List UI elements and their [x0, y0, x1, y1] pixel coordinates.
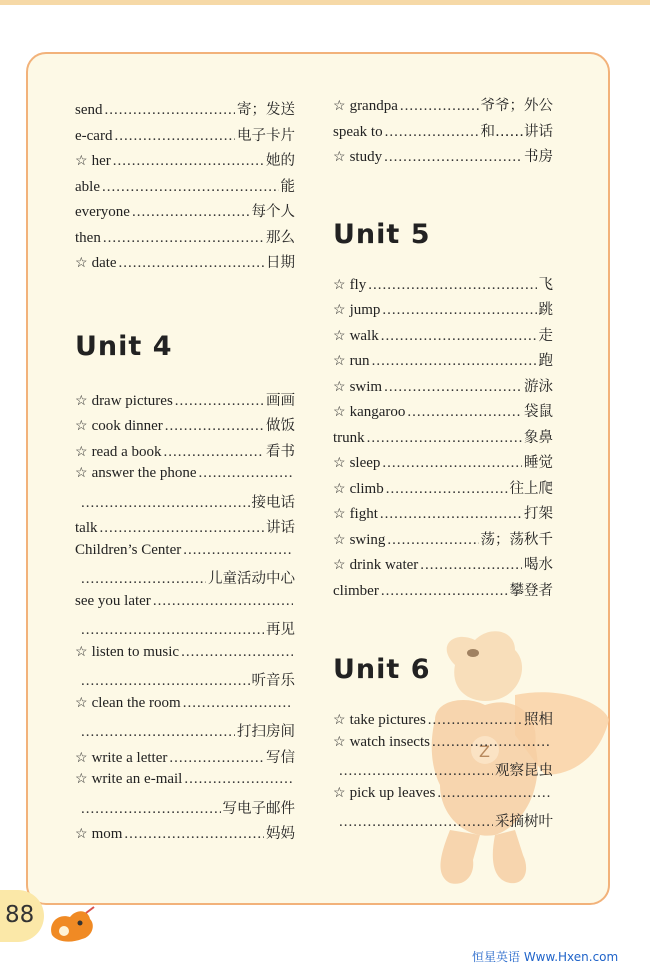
leader-dots: [385, 124, 479, 141]
english-word: walk: [349, 327, 379, 344]
leader-dots: [181, 644, 293, 661]
vocab-entry: [75, 771, 295, 797]
chinese-meaning: 妈妈: [266, 826, 295, 842]
english-word: pick up leaves: [349, 784, 436, 801]
star-icon: ☆: [333, 558, 346, 573]
english-word: watch insects: [349, 733, 430, 750]
chinese-meaning: 电子卡片: [237, 127, 295, 144]
chinese-meaning: 飞: [538, 276, 553, 293]
english-word: study: [349, 149, 383, 165]
chinese-meaning: 袋鼠: [524, 404, 553, 420]
section-spacer: [333, 255, 553, 273]
leader-dots: [386, 481, 508, 498]
section-spacer: [75, 277, 295, 327]
vocab-entry: [333, 324, 553, 350]
leader-dots: [381, 583, 508, 600]
leader-dots: [400, 98, 479, 115]
star-icon: ☆: [333, 150, 346, 165]
right-column: [333, 94, 553, 836]
star-icon: ☆: [333, 405, 346, 420]
vocab-entry: [75, 746, 295, 772]
star-icon: ☆: [75, 444, 88, 460]
star-icon: ☆: [333, 713, 346, 728]
chinese-meaning: 日期: [266, 255, 295, 271]
star-icon: ☆: [75, 772, 88, 787]
english-word: trunk: [333, 429, 365, 446]
leader-dots: [183, 695, 293, 712]
star-icon: ☆: [75, 466, 88, 481]
leader-dots: [81, 495, 250, 512]
vocab-entry: [75, 465, 295, 491]
vocab-entry: [75, 618, 295, 644]
english-word: fight: [349, 506, 378, 522]
english-word: her: [91, 153, 111, 169]
unit-heading: Unit 4: [75, 330, 173, 362]
vocab-entry: [333, 553, 553, 579]
vocab-entry: [75, 124, 295, 150]
english-word: listen to music: [91, 643, 180, 660]
star-icon: ☆: [75, 827, 88, 842]
leader-dots: [169, 750, 264, 767]
chinese-meaning: 写信: [266, 749, 295, 766]
leader-dots: [380, 506, 522, 523]
english-word: clean the room: [91, 694, 181, 711]
english-word: swim: [349, 378, 383, 395]
vocab-entry: [75, 797, 295, 823]
leader-dots: [199, 465, 293, 482]
star-icon: ☆: [75, 695, 88, 711]
unit-heading: Unit 5: [333, 218, 431, 250]
vocab-entry: [75, 440, 295, 466]
leader-dots: [367, 430, 522, 447]
star-icon: ☆: [333, 456, 346, 471]
vocab-entry: [333, 579, 553, 605]
star-icon: ☆: [75, 419, 88, 434]
vocab-entry: [333, 708, 553, 734]
leader-dots: [102, 179, 279, 196]
chinese-meaning: 听音乐: [251, 673, 295, 689]
english-word: climb: [349, 480, 384, 497]
english-word: kangaroo: [349, 404, 406, 420]
leader-dots: [432, 734, 551, 751]
star-icon: ☆: [75, 750, 88, 766]
vocab-entry: [333, 426, 553, 452]
vocab-entry: [333, 810, 553, 836]
chinese-meaning: 再见: [266, 622, 295, 638]
vocab-entry: [75, 175, 295, 201]
vocab-entry: [333, 298, 553, 324]
leader-dots: [382, 455, 522, 472]
leader-dots: [384, 149, 522, 166]
vocab-entry: [333, 349, 553, 375]
vocab-entry: [333, 734, 553, 760]
leader-dots: [175, 393, 264, 410]
vocab-entry: [333, 451, 553, 477]
vocab-entry: [333, 477, 553, 503]
section-spacer: [333, 604, 553, 650]
english-word: speak to: [333, 123, 383, 140]
leader-dots: [103, 230, 264, 247]
english-word: talk: [75, 520, 98, 536]
leader-dots: [437, 785, 551, 802]
vocab-entry: [75, 414, 295, 440]
section-spacer: [75, 367, 295, 389]
english-word: see you later: [75, 592, 151, 609]
vocab-entry: [75, 389, 295, 415]
vocab-entry: [75, 149, 295, 175]
chinese-meaning: 爷爷；外公: [480, 98, 553, 114]
chinese-meaning: 看书: [266, 443, 295, 460]
star-icon: ☆: [333, 277, 346, 293]
english-word: Children’s Center: [75, 541, 182, 558]
leader-dots: [105, 102, 236, 119]
unit-heading: Unit 6: [333, 654, 431, 685]
svg-text:Z: Z: [479, 742, 490, 761]
vocab-entry: [333, 502, 553, 528]
vocab-entry: [333, 145, 553, 171]
leader-dots: [119, 255, 264, 272]
chinese-meaning: 画画: [266, 392, 295, 409]
chinese-meaning: 做饭: [266, 418, 295, 434]
chinese-meaning: 和……讲话: [480, 123, 553, 140]
chinese-meaning: 跳: [538, 302, 553, 318]
english-word: run: [349, 353, 370, 369]
chinese-meaning: 观察昆虫: [495, 763, 553, 779]
section-spacer: [333, 690, 553, 708]
star-icon: ☆: [333, 481, 346, 497]
vocab-entry: [75, 542, 295, 568]
chinese-meaning: 喝水: [524, 557, 553, 573]
chinese-meaning: 接电话: [251, 494, 295, 511]
chinese-meaning: 象鼻: [524, 429, 553, 446]
vocab-entry: [333, 273, 553, 299]
vocab-entry: [75, 669, 295, 695]
english-word: mom: [91, 826, 123, 842]
english-word: date: [91, 255, 117, 271]
vocab-entry: [75, 251, 295, 277]
vocab-entry: [333, 528, 553, 554]
chinese-meaning: 睡觉: [524, 455, 553, 471]
english-word: fly: [349, 276, 367, 293]
star-icon: ☆: [333, 354, 346, 369]
leader-dots: [339, 763, 493, 780]
vocab-entry: [333, 375, 553, 401]
star-icon: ☆: [333, 734, 346, 750]
chinese-meaning: 书房: [524, 149, 553, 165]
chinese-meaning: 打扫房间: [237, 724, 295, 740]
english-word: sleep: [349, 455, 381, 471]
page-number: 88: [5, 902, 35, 928]
vocab-entry: [75, 516, 295, 542]
star-icon: ☆: [333, 785, 346, 801]
star-icon: ☆: [333, 303, 346, 318]
chinese-meaning: 能: [280, 178, 295, 195]
squirrel-mascot-icon: [46, 905, 98, 945]
leader-dots: [381, 328, 537, 345]
leader-dots: [165, 418, 264, 435]
english-word: send: [75, 102, 103, 118]
leader-dots: [132, 204, 250, 221]
english-word: grandpa: [349, 98, 398, 114]
leader-dots: [114, 128, 235, 145]
star-icon: ☆: [333, 507, 346, 522]
english-word: cook dinner: [91, 418, 163, 434]
leader-dots: [153, 593, 293, 610]
chinese-meaning: 跑: [538, 353, 553, 369]
vocab-entry: [333, 759, 553, 785]
star-icon: ☆: [333, 379, 346, 395]
vocab-entry: [333, 120, 553, 146]
page-number-badge: [0, 890, 44, 942]
vocab-entry: [333, 400, 553, 426]
star-icon: ☆: [75, 154, 88, 169]
chinese-meaning: 寄；发送: [237, 102, 295, 118]
section-spacer: [333, 171, 553, 215]
leader-dots: [81, 673, 250, 690]
leader-dots: [81, 724, 235, 741]
leader-dots: [100, 520, 265, 537]
leader-dots: [81, 622, 264, 639]
leader-dots: [420, 557, 522, 574]
english-word: write an e-mail: [91, 771, 183, 787]
chinese-meaning: 往上爬: [509, 480, 553, 497]
english-word: draw pictures: [91, 392, 173, 409]
english-word: then: [75, 229, 101, 246]
vocab-entry: [75, 200, 295, 226]
chinese-meaning: 写电子邮件: [222, 800, 295, 817]
chinese-meaning: 照相: [524, 712, 553, 728]
english-word: swing: [349, 531, 386, 548]
star-icon: ☆: [333, 99, 346, 114]
chinese-meaning: 儿童活动中心: [208, 571, 295, 587]
star-icon: ☆: [75, 393, 88, 409]
english-word: answer the phone: [91, 465, 197, 481]
chinese-meaning: 每个人: [251, 204, 295, 220]
leader-dots: [183, 542, 293, 559]
leader-dots: [164, 444, 264, 461]
chinese-meaning: 那么: [266, 229, 295, 246]
leader-dots: [184, 771, 293, 788]
leader-dots: [113, 153, 264, 170]
leader-dots: [428, 712, 522, 729]
chinese-meaning: 讲话: [266, 520, 295, 536]
english-word: climber: [333, 582, 379, 599]
leader-dots: [368, 277, 536, 294]
english-word: read a book: [91, 443, 162, 460]
vocab-entry: [75, 567, 295, 593]
vocab-entry: [75, 720, 295, 746]
leader-dots: [372, 353, 537, 370]
vocab-entry: [75, 226, 295, 252]
english-word: e-card: [75, 127, 113, 144]
leader-dots: [81, 801, 221, 818]
chinese-meaning: 她的: [266, 153, 295, 169]
leader-dots: [124, 826, 264, 843]
leader-dots: [382, 302, 536, 319]
english-word: jump: [349, 302, 381, 318]
vocab-entry: [75, 98, 295, 124]
english-word: drink water: [349, 557, 419, 573]
vocab-entry: [75, 491, 295, 517]
leader-dots: [81, 571, 206, 588]
vocab-entry: [75, 695, 295, 721]
vocab-entry: [75, 593, 295, 619]
left-column: [75, 98, 295, 848]
star-icon: ☆: [75, 644, 88, 660]
english-word: write a letter: [91, 749, 168, 766]
vocab-entry: [333, 785, 553, 811]
chinese-meaning: 采摘树叶: [495, 814, 553, 830]
top-border-line: [0, 0, 650, 5]
vocab-entry: [75, 822, 295, 848]
site-watermark: 恒星英语 Www.Hxen.com: [472, 950, 619, 964]
leader-dots: [387, 532, 478, 549]
english-word: take pictures: [349, 712, 426, 728]
chinese-meaning: 攀登者: [509, 582, 553, 599]
star-icon: ☆: [333, 328, 346, 344]
vocab-entry: [75, 644, 295, 670]
english-word: everyone: [75, 204, 130, 220]
vocab-entry: [333, 94, 553, 120]
star-icon: ☆: [75, 256, 88, 271]
star-icon: ☆: [333, 532, 346, 548]
chinese-meaning: 打架: [524, 506, 553, 522]
english-word: able: [75, 178, 100, 195]
chinese-meaning: 荡；荡秋千: [480, 531, 553, 548]
chinese-meaning: 走: [538, 327, 553, 344]
chinese-meaning: 游泳: [524, 378, 553, 395]
leader-dots: [384, 379, 522, 396]
leader-dots: [339, 814, 493, 831]
leader-dots: [407, 404, 522, 421]
